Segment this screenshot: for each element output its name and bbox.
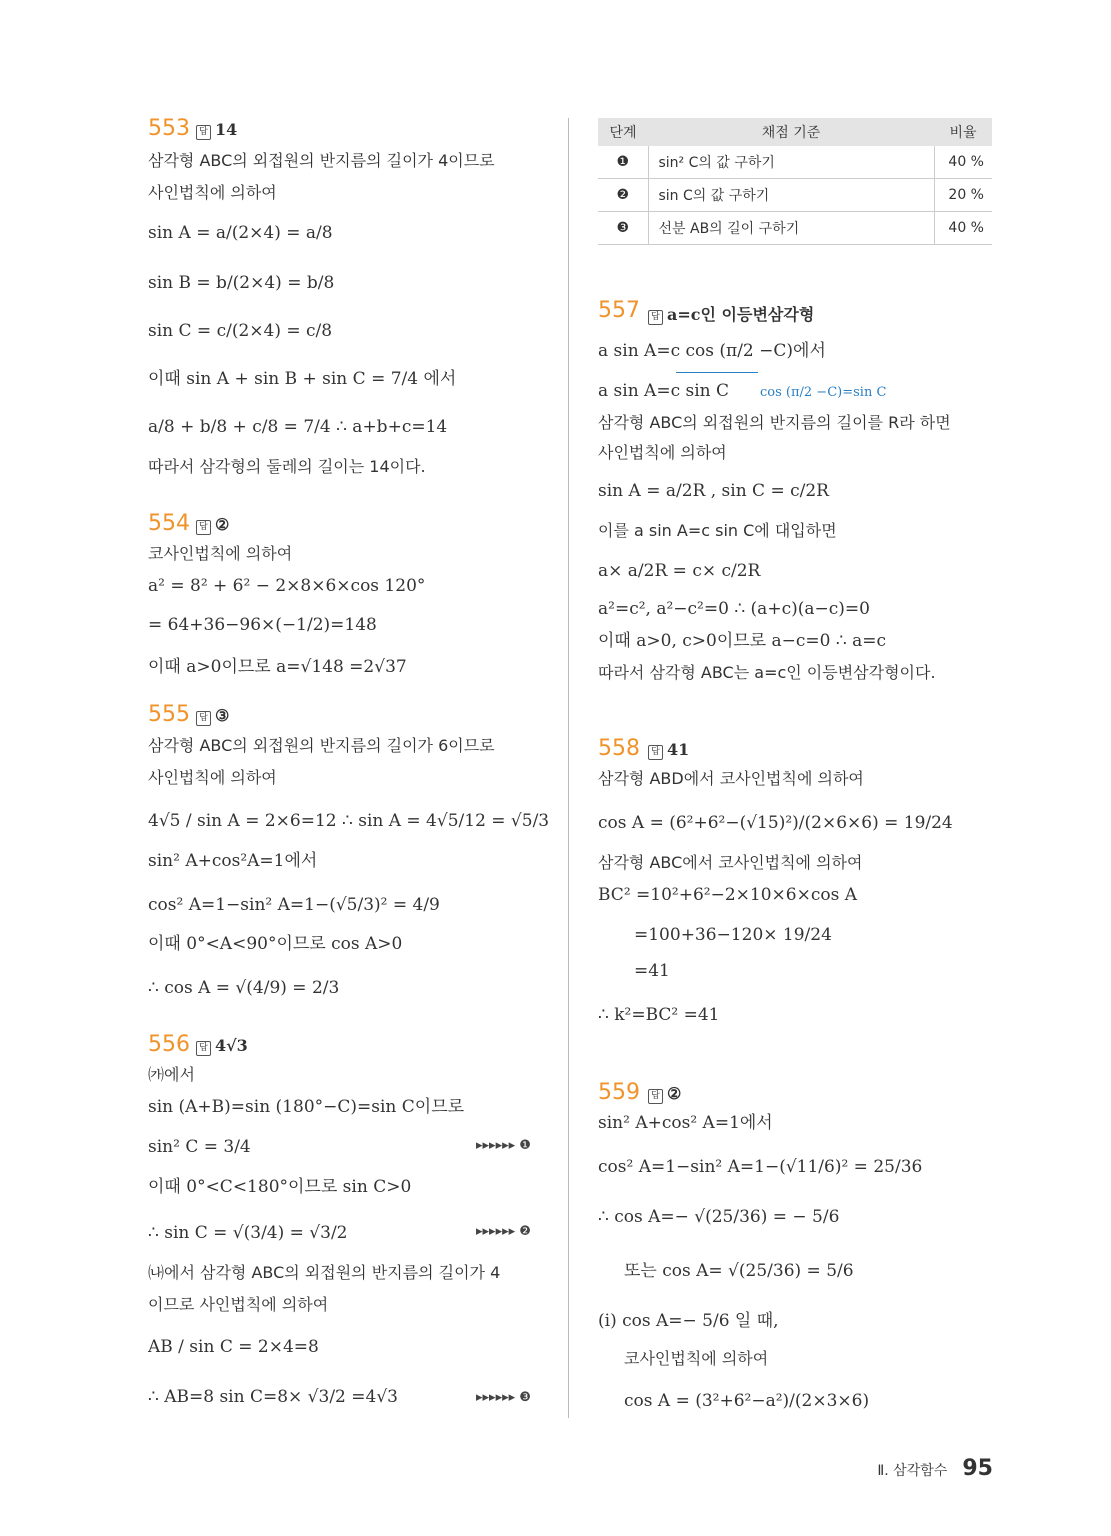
answer: 답 ③ <box>196 706 229 726</box>
problem-number: 556 <box>148 1032 190 1057</box>
equation: ∴ k²=BC² =41 <box>598 1005 720 1025</box>
table-header <box>598 118 992 146</box>
annotation: cos (π/2 −C)=sin C <box>760 385 887 400</box>
text-line: 사인법칙에 의하여 <box>148 183 277 202</box>
equation: ∴ cos A = √(4/9) = 2/3 <box>148 978 340 998</box>
equation: BC² =10²+6²−2×10×6×cos A <box>598 885 858 905</box>
table-cell: 선분 AB의 길이 구하기 <box>648 212 934 245</box>
answer-icon: 답 <box>648 1089 663 1104</box>
table-row <box>598 146 992 179</box>
table-row <box>598 212 992 245</box>
equation: ∴ AB=8 sin C=8× √3/2 =4√3 <box>148 1387 398 1407</box>
equation: a sin A=c sin C <box>598 381 730 401</box>
text-line: 이므로 사인법칙에 의하여 <box>148 1295 329 1314</box>
problem-number: 558 <box>598 736 640 761</box>
equation: cos² A=1−sin² A=1−(√5/3)² = 4/9 <box>148 895 440 915</box>
table-cell: ❶ <box>598 146 648 179</box>
equation: 4√5 / sin A = 2×6=12 ∴ sin A = 4√5/12 = √5/3 <box>148 811 550 831</box>
table-cell: sin² C의 값 구하기 <box>648 146 934 179</box>
answer-icon: 답 <box>196 1041 211 1056</box>
equation: = 64+36−96×(−1/2)=148 <box>148 615 377 635</box>
equation: sin B = b/(2×4) = b/8 <box>148 273 335 293</box>
equation: cos² A=1−sin² A=1−(√11/6)² = 25/36 <box>598 1157 923 1177</box>
equation: a× a/2R = c× c/2R <box>598 561 761 581</box>
answer: 답 41 <box>648 740 689 760</box>
column-divider <box>568 118 569 1418</box>
text-line: 삼각형 ABC의 외접원의 반지름의 길이가 4이므로 <box>148 151 495 170</box>
problem-number: 555 <box>148 702 190 727</box>
answer-icon: 답 <box>648 310 663 325</box>
answer: 답 14 <box>196 120 237 140</box>
text-line: 삼각형 ABC의 외접원의 반지름의 길이를 R라 하면 <box>598 413 951 432</box>
equation: sin² C = 3/4 <box>148 1137 251 1157</box>
equation: 이때 0°<C<180°이므로 sin C>0 <box>148 1177 412 1197</box>
text-line: 코사인법칙에 의하여 <box>624 1349 769 1368</box>
table-cell: ❸ <box>598 212 648 245</box>
table-cell: 20 % <box>934 179 992 212</box>
problem-number: 553 <box>148 116 190 141</box>
annotation-line <box>676 372 758 373</box>
text-line: ㈎에서 <box>148 1065 195 1084</box>
problem-number: 557 <box>598 298 640 323</box>
table-row <box>598 179 992 212</box>
answer-icon: 답 <box>648 745 663 760</box>
scoring-table <box>598 118 992 245</box>
page-number: 95 <box>962 1456 993 1481</box>
equation: 또는 cos A= √(25/36) = 5/6 <box>624 1261 854 1281</box>
table-cell: ❷ <box>598 179 648 212</box>
equation: 이때 0°<A<90°이므로 cos A>0 <box>148 934 403 954</box>
equation: sin² A+cos²A=1에서 <box>148 851 318 871</box>
page-footer <box>877 1456 993 1481</box>
equation: 이때 a>0, c>0이므로 a−c=0 ∴ a=c <box>598 631 886 651</box>
table-cell: sin C의 값 구하기 <box>648 179 934 212</box>
equation: sin² A+cos² A=1에서 <box>598 1113 773 1133</box>
equation: sin (A+B)=sin (180°−C)=sin C이므로 <box>148 1097 465 1117</box>
text-line: 코사인법칙에 의하여 <box>148 544 293 563</box>
text-line: 사인법칙에 의하여 <box>148 768 277 787</box>
text-line: 삼각형 ABD에서 코사인법칙에 의하여 <box>598 769 864 788</box>
text-line: 따라서 삼각형의 둘레의 길이는 14이다. <box>148 457 426 476</box>
text-line: 삼각형 ABC의 외접원의 반지름의 길이가 6이므로 <box>148 736 495 755</box>
problem-number: 559 <box>598 1080 640 1105</box>
answer: 답 4√3 <box>196 1036 248 1056</box>
equation: sin A = a/(2×4) = a/8 <box>148 223 333 243</box>
equation: AB / sin C = 2×4=8 <box>148 1337 319 1357</box>
equation: (ⅰ) cos A=− 5/6 일 때, <box>598 1311 779 1331</box>
equation: a² = 8² + 6² − 2×8×6×cos 120° <box>148 576 426 596</box>
answer: 답 a=c인 이등변삼각형 <box>648 302 814 325</box>
text-line: 사인법칙에 의하여 <box>598 443 727 462</box>
table-header-cell: 비율 <box>934 118 992 146</box>
equation: 이때 sin A + sin B + sin C = 7/4 에서 <box>148 369 457 389</box>
step-marker: ▸▸▸▸▸▸ ❶ <box>476 1138 531 1153</box>
table-cell: 40 % <box>934 146 992 179</box>
table-header-cell: 단계 <box>598 118 648 146</box>
equation: sin C = c/(2×4) = c/8 <box>148 321 333 341</box>
answer-icon: 답 <box>196 125 211 140</box>
problem-number: 554 <box>148 511 190 536</box>
equation: cos A = (6²+6²−(√15)²)/(2×6×6) = 19/24 <box>598 813 953 833</box>
section-label: Ⅱ. 삼각함수 <box>877 1463 948 1479</box>
answer: 답 ② <box>648 1084 681 1104</box>
equation: a²=c², a²−c²=0 ∴ (a+c)(a−c)=0 <box>598 599 870 619</box>
answer: 답 ② <box>196 515 229 535</box>
equation: sin A = a/2R , sin C = c/2R <box>598 481 829 501</box>
equation: 이때 a>0이므로 a=√148 =2√37 <box>148 657 407 677</box>
text-line: 삼각형 ABC에서 코사인법칙에 의하여 <box>598 853 863 872</box>
text-line: 이를 a sin A=c sin C에 대입하면 <box>598 521 837 540</box>
text-line: ㈏에서 삼각형 ABC의 외접원의 반지름의 길이가 4 <box>148 1263 501 1282</box>
answer-icon: 답 <box>196 711 211 726</box>
step-marker: ▸▸▸▸▸▸ ❸ <box>476 1390 531 1405</box>
step-marker: ▸▸▸▸▸▸ ❷ <box>476 1224 531 1239</box>
equation: =41 <box>634 961 670 981</box>
equation: a/8 + b/8 + c/8 = 7/4 ∴ a+b+c=14 <box>148 417 448 437</box>
equation: cos A = (3²+6²−a²)/(2×3×6) <box>624 1391 870 1411</box>
equation: a sin A=c cos (π/2 −C)에서 <box>598 341 826 361</box>
answer-icon: 답 <box>196 520 211 535</box>
table-header-cell: 채점 기준 <box>648 118 934 146</box>
equation: ∴ sin C = √(3/4) = √3/2 <box>148 1223 348 1243</box>
table-cell: 40 % <box>934 212 992 245</box>
text-line: 따라서 삼각형 ABC는 a=c인 이등변삼각형이다. <box>598 663 936 682</box>
equation: ∴ cos A=− √(25/36) = − 5/6 <box>598 1207 840 1227</box>
equation: =100+36−120× 19/24 <box>634 925 832 945</box>
